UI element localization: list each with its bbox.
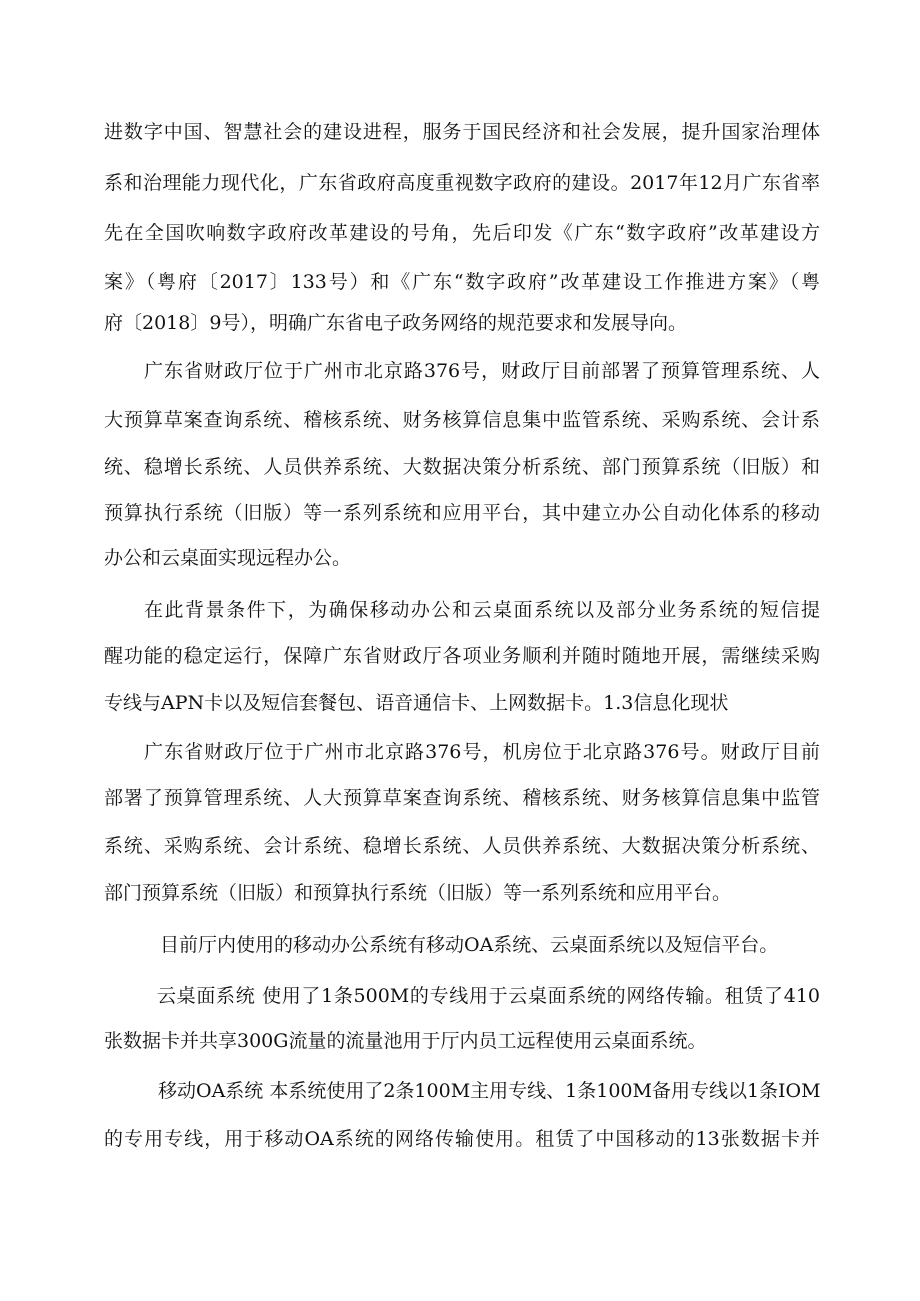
- text-line: 系统、采购系统、会计系统、稳增长系统、人员供养系统、大数据决策分析系统、: [104, 835, 820, 857]
- text-line: 大预算草案查询系统、稽核系统、财务核算信息集中监管系统、采购系统、会计系: [104, 409, 820, 431]
- text-line: 移动OA系统 本系统使用了2条100M主用专线、1条100M备用专线以1条IOM: [158, 1080, 821, 1102]
- text-line: 广东省财政厅位于广州市北京路376号，财政厅目前部署了预算管理系统、人: [144, 360, 820, 382]
- text-line: 案》（粤府〔2017〕133号）和《广东“数字政府”改革建设工作推进方案》（粤: [104, 271, 820, 293]
- text-line: 云桌面系统 使用了1条500M的专线用于云桌面系统的网络传输。租赁了410: [157, 985, 820, 1007]
- text-line: 进数字中国、智慧社会的建设进程，服务于国民经济和社会发展，提升国家治理体: [104, 121, 820, 143]
- text-line: 系和治理能力现代化，广东省政府高度重视数字政府的建设。2017年12月广东省率: [104, 172, 820, 194]
- text-line: 部门预算系统（旧版）和预算执行系统（旧版）等一系列系统和应用平台。: [104, 882, 732, 904]
- text-line: 醒功能的稳定运行，保障广东省财政厅各项业务顺利并随时随地开展，需继续采购: [104, 645, 820, 667]
- text-line: 在此背景条件下，为确保移动办公和云桌面系统以及部分业务系统的短信提: [144, 599, 820, 621]
- text-line: 的专用专线，用于移动OA系统的网络传输使用。租赁了中国移动的13张数据卡并: [104, 1128, 820, 1150]
- text-line: 部署了预算管理系统、人大预算草案查询系统、稽核系统、财务核算信息集中监管: [104, 787, 820, 809]
- text-line: 府〔2018〕9号），明确广东省电子政务网络的规范要求和发展导向。: [104, 312, 687, 334]
- text-line: 先在全国吹响数字政府改革建设的号角，先后印发《广东“数字政府”改革建设方: [104, 222, 820, 244]
- text-line: 预算执行系统（旧版）等一系列系统和应用平台，其中建立办公自动化体系的移动: [104, 502, 820, 524]
- text-line: 办公和云桌面实现远程办公。: [104, 547, 352, 569]
- text-line: 统、稳增长系统、人员供养系统、大数据决策分析系统、部门预算系统（旧版）和: [104, 456, 820, 478]
- text-line: 张数据卡并共享300G流量的流量池用于厅内员工远程使用云桌面系统。: [104, 1030, 707, 1052]
- text-line: 目前厅内使用的移动办公系统有移动OA系统、云桌面系统以及短信平台。: [160, 934, 779, 956]
- text-line: 专线与APN卡以及短信套餐包、语音通信卡、上网数据卡。1.3信息化现状: [104, 692, 729, 714]
- text-line: 广东省财政厅位于广州市北京路376号，机房位于北京路376号。财政厅目前: [144, 741, 820, 763]
